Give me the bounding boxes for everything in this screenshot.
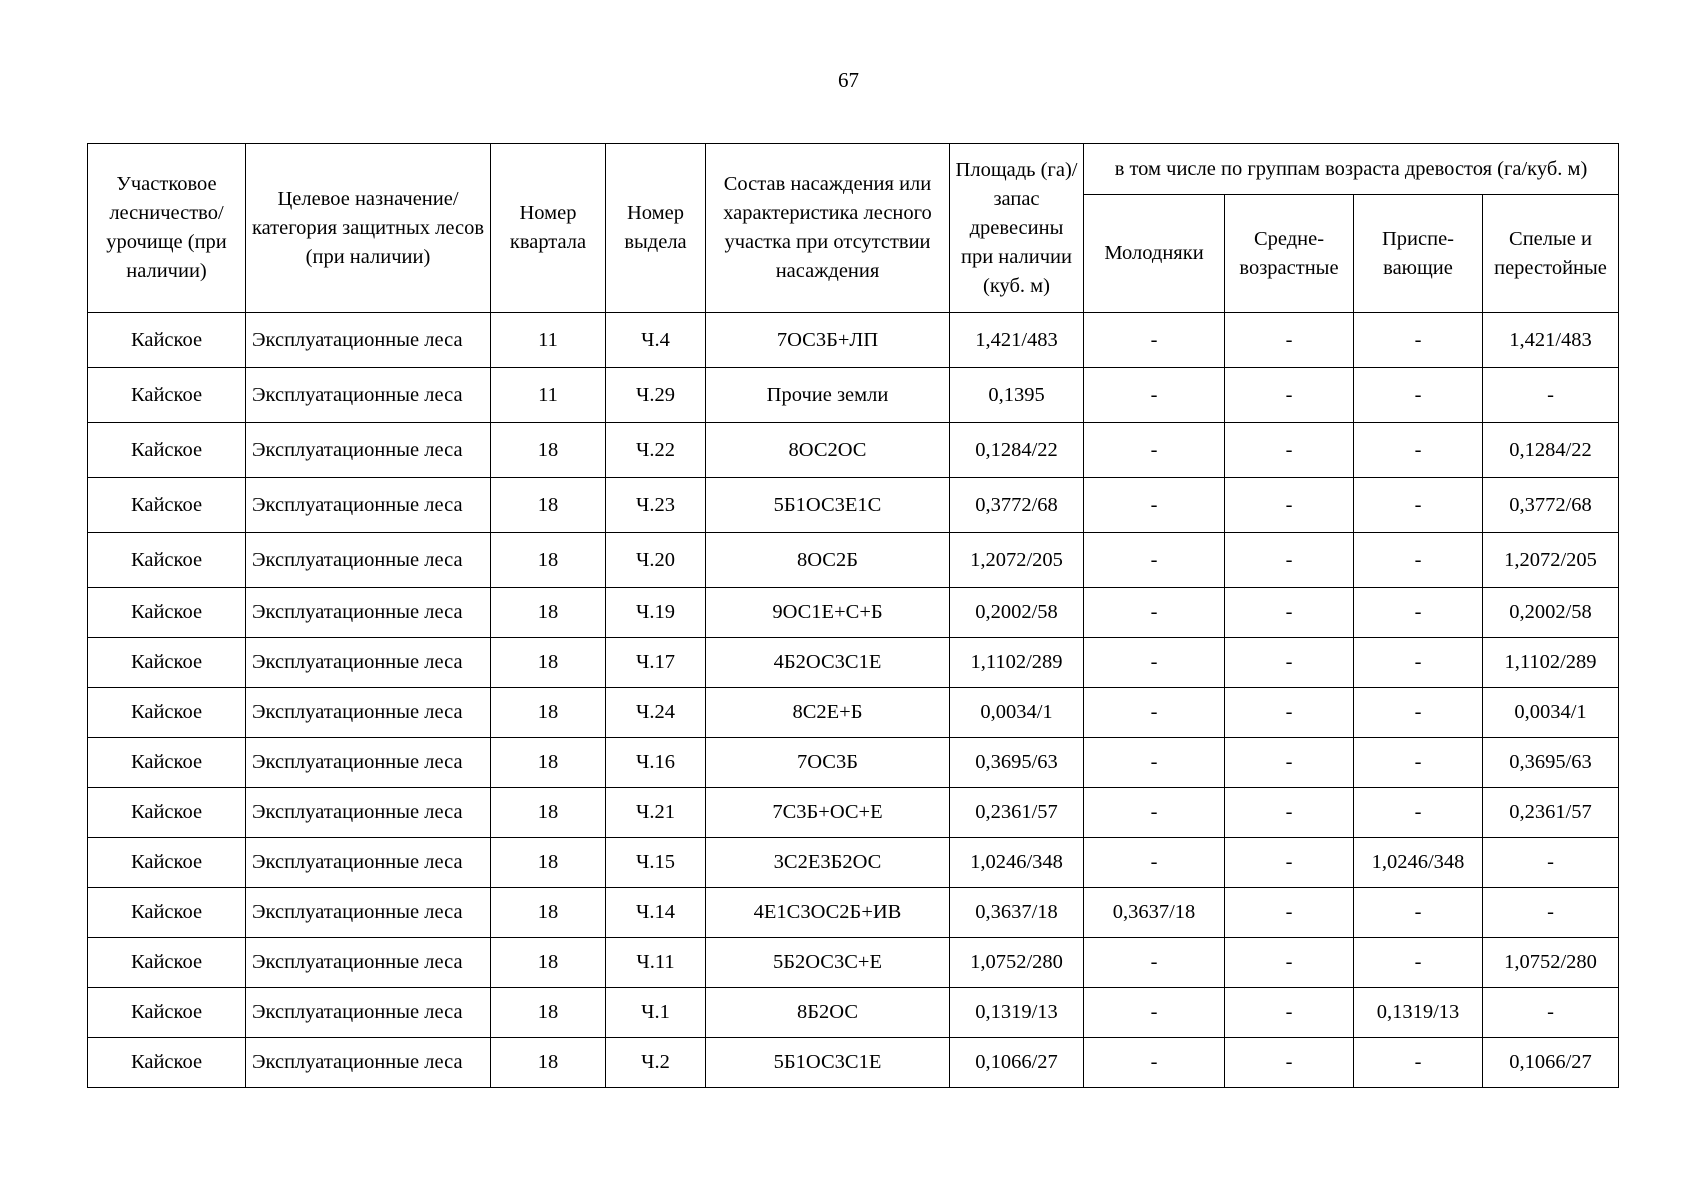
- cell-quarter: 18: [491, 788, 606, 838]
- cell-allotment: Ч.22: [606, 423, 706, 478]
- table-row: [88, 838, 1619, 888]
- cell-quarter: 18: [491, 1038, 606, 1088]
- cell-purpose: Эксплуатационные леса: [246, 588, 491, 638]
- cell-purpose: Эксплуатационные леса: [246, 738, 491, 788]
- cell-middle-aged: -: [1225, 688, 1354, 738]
- cell-ripening: 1,0246/348: [1354, 838, 1483, 888]
- cell-allotment: Ч.21: [606, 788, 706, 838]
- cell-ripening: -: [1354, 788, 1483, 838]
- cell-quarter: 18: [491, 423, 606, 478]
- cell-composition: 7С3Б+ОС+Е: [706, 788, 950, 838]
- cell-area: 1,0246/348: [950, 838, 1084, 888]
- cell-area: 1,2072/205: [950, 533, 1084, 588]
- header-forestry: Участковое лесничество/ урочище (при наличии): [88, 144, 246, 313]
- cell-mature: 0,2361/57: [1483, 788, 1619, 838]
- cell-mature: -: [1483, 988, 1619, 1038]
- cell-purpose: Эксплуатационные леса: [246, 688, 491, 738]
- cell-area: 1,0752/280: [950, 938, 1084, 988]
- cell-area: 0,0034/1: [950, 688, 1084, 738]
- table-row: [88, 313, 1619, 368]
- cell-forestry: Кайское: [88, 588, 246, 638]
- cell-purpose: Эксплуатационные леса: [246, 888, 491, 938]
- cell-young: -: [1084, 988, 1225, 1038]
- cell-mature: 1,2072/205: [1483, 533, 1619, 588]
- cell-forestry: Кайское: [88, 938, 246, 988]
- cell-forestry: Кайское: [88, 788, 246, 838]
- cell-ripening: -: [1354, 533, 1483, 588]
- cell-young: -: [1084, 688, 1225, 738]
- cell-allotment: Ч.23: [606, 478, 706, 533]
- cell-young: -: [1084, 638, 1225, 688]
- cell-composition: 5Б2ОС3С+Е: [706, 938, 950, 988]
- table-row: [88, 938, 1619, 988]
- cell-forestry: Кайское: [88, 838, 246, 888]
- cell-purpose: Эксплуатационные леса: [246, 838, 491, 888]
- cell-ripening: -: [1354, 478, 1483, 533]
- table-row: [88, 423, 1619, 478]
- cell-young: -: [1084, 1038, 1225, 1088]
- cell-forestry: Кайское: [88, 638, 246, 688]
- cell-middle-aged: -: [1225, 788, 1354, 838]
- cell-composition: 7ОС3Б: [706, 738, 950, 788]
- cell-forestry: Кайское: [88, 888, 246, 938]
- cell-middle-aged: -: [1225, 838, 1354, 888]
- table-row: [88, 738, 1619, 788]
- cell-composition: 3С2Е3Б2ОС: [706, 838, 950, 888]
- cell-purpose: Эксплуатационные леса: [246, 938, 491, 988]
- cell-allotment: Ч.15: [606, 838, 706, 888]
- forest-allotment-table: [87, 143, 1619, 1088]
- cell-middle-aged: -: [1225, 588, 1354, 638]
- cell-purpose: Эксплуатационные леса: [246, 368, 491, 423]
- table-row: [88, 988, 1619, 1038]
- table-row: [88, 788, 1619, 838]
- table-row: [88, 688, 1619, 738]
- cell-ripening: -: [1354, 738, 1483, 788]
- cell-young: -: [1084, 423, 1225, 478]
- cell-quarter: 18: [491, 478, 606, 533]
- cell-forestry: Кайское: [88, 478, 246, 533]
- cell-forestry: Кайское: [88, 738, 246, 788]
- header-quarter: Номер квартала: [491, 144, 606, 313]
- cell-composition: 4Е1С3ОС2Б+ИВ: [706, 888, 950, 938]
- cell-mature: -: [1483, 888, 1619, 938]
- cell-ripening: -: [1354, 888, 1483, 938]
- cell-middle-aged: -: [1225, 988, 1354, 1038]
- cell-composition: 7ОС3Б+ЛП: [706, 313, 950, 368]
- cell-area: 0,1066/27: [950, 1038, 1084, 1088]
- cell-allotment: Ч.14: [606, 888, 706, 938]
- cell-allotment: Ч.24: [606, 688, 706, 738]
- cell-mature: 0,3772/68: [1483, 478, 1619, 533]
- cell-allotment: Ч.1: [606, 988, 706, 1038]
- cell-purpose: Эксплуатационные леса: [246, 638, 491, 688]
- cell-quarter: 18: [491, 838, 606, 888]
- cell-area: 0,1395: [950, 368, 1084, 423]
- table-row: [88, 638, 1619, 688]
- cell-middle-aged: -: [1225, 738, 1354, 788]
- cell-quarter: 18: [491, 688, 606, 738]
- cell-composition: 5Б1ОС3Е1С: [706, 478, 950, 533]
- cell-area: 0,3772/68: [950, 478, 1084, 533]
- cell-composition: 8Б2ОС: [706, 988, 950, 1038]
- cell-ripening: -: [1354, 423, 1483, 478]
- cell-middle-aged: -: [1225, 313, 1354, 368]
- cell-ripening: 0,1319/13: [1354, 988, 1483, 1038]
- cell-mature: 0,0034/1: [1483, 688, 1619, 738]
- cell-allotment: Ч.20: [606, 533, 706, 588]
- cell-area: 0,1284/22: [950, 423, 1084, 478]
- cell-area: 1,421/483: [950, 313, 1084, 368]
- table-row: [88, 368, 1619, 423]
- cell-area: 1,1102/289: [950, 638, 1084, 688]
- header-allotment: Номер выдела: [606, 144, 706, 313]
- cell-composition: Прочие земли: [706, 368, 950, 423]
- cell-young: -: [1084, 938, 1225, 988]
- cell-ripening: -: [1354, 638, 1483, 688]
- cell-quarter: 11: [491, 368, 606, 423]
- cell-quarter: 18: [491, 533, 606, 588]
- cell-allotment: Ч.19: [606, 588, 706, 638]
- cell-quarter: 18: [491, 988, 606, 1038]
- cell-mature: -: [1483, 368, 1619, 423]
- cell-composition: 8ОС2ОС: [706, 423, 950, 478]
- header-mature: Спелые и перестойные: [1483, 195, 1619, 313]
- cell-mature: 1,1102/289: [1483, 638, 1619, 688]
- cell-forestry: Кайское: [88, 988, 246, 1038]
- cell-forestry: Кайское: [88, 368, 246, 423]
- cell-young: -: [1084, 838, 1225, 888]
- cell-mature: -: [1483, 838, 1619, 888]
- cell-allotment: Ч.11: [606, 938, 706, 988]
- cell-quarter: 18: [491, 588, 606, 638]
- cell-allotment: Ч.2: [606, 1038, 706, 1088]
- cell-forestry: Кайское: [88, 423, 246, 478]
- cell-mature: 0,1066/27: [1483, 1038, 1619, 1088]
- cell-composition: 8С2Е+Б: [706, 688, 950, 738]
- header-area: Площадь (га)/ запас древесины при наличии (куб. м): [950, 144, 1084, 313]
- cell-young: -: [1084, 368, 1225, 423]
- cell-purpose: Эксплуатационные леса: [246, 313, 491, 368]
- cell-composition: 8ОС2Б: [706, 533, 950, 588]
- cell-middle-aged: -: [1225, 938, 1354, 988]
- page-number: 67: [838, 68, 859, 92]
- cell-forestry: Кайское: [88, 313, 246, 368]
- header-composition: Состав насаждения или характеристика лесного участка при отсутствии насаждения: [706, 144, 950, 313]
- cell-ripening: -: [1354, 938, 1483, 988]
- cell-middle-aged: -: [1225, 478, 1354, 533]
- cell-allotment: Ч.4: [606, 313, 706, 368]
- cell-quarter: 18: [491, 938, 606, 988]
- header-purpose: Целевое назначение/ категория защитных лесов (при наличии): [246, 144, 491, 313]
- cell-quarter: 18: [491, 888, 606, 938]
- cell-middle-aged: -: [1225, 1038, 1354, 1088]
- cell-mature: 1,0752/280: [1483, 938, 1619, 988]
- cell-ripening: -: [1354, 1038, 1483, 1088]
- cell-young: -: [1084, 588, 1225, 638]
- cell-quarter: 11: [491, 313, 606, 368]
- table-row: [88, 533, 1619, 588]
- header-middle-aged: Средне-возрастные: [1225, 195, 1354, 313]
- cell-ripening: -: [1354, 688, 1483, 738]
- table-row: [88, 1038, 1619, 1088]
- cell-allotment: Ч.29: [606, 368, 706, 423]
- cell-young: -: [1084, 788, 1225, 838]
- cell-quarter: 18: [491, 738, 606, 788]
- cell-mature: 1,421/483: [1483, 313, 1619, 368]
- cell-ripening: -: [1354, 313, 1483, 368]
- cell-purpose: Эксплуатационные леса: [246, 478, 491, 533]
- cell-area: 0,3695/63: [950, 738, 1084, 788]
- cell-mature: 0,1284/22: [1483, 423, 1619, 478]
- table-body: [88, 313, 1619, 1088]
- cell-middle-aged: -: [1225, 423, 1354, 478]
- header-ripening: Приспе-вающие: [1354, 195, 1483, 313]
- cell-composition: 9ОС1Е+С+Б: [706, 588, 950, 638]
- cell-quarter: 18: [491, 638, 606, 688]
- cell-young: -: [1084, 533, 1225, 588]
- cell-ripening: -: [1354, 368, 1483, 423]
- cell-purpose: Эксплуатационные леса: [246, 788, 491, 838]
- cell-ripening: -: [1354, 588, 1483, 638]
- header-young: Молодняки: [1084, 195, 1225, 313]
- cell-area: 0,3637/18: [950, 888, 1084, 938]
- cell-mature: 0,2002/58: [1483, 588, 1619, 638]
- cell-purpose: Эксплуатационные леса: [246, 1038, 491, 1088]
- cell-forestry: Кайское: [88, 533, 246, 588]
- cell-middle-aged: -: [1225, 638, 1354, 688]
- table-header: [88, 144, 1619, 313]
- cell-middle-aged: -: [1225, 368, 1354, 423]
- cell-purpose: Эксплуатационные леса: [246, 423, 491, 478]
- cell-allotment: Ч.16: [606, 738, 706, 788]
- table-row: [88, 888, 1619, 938]
- table-row: [88, 588, 1619, 638]
- cell-forestry: Кайское: [88, 1038, 246, 1088]
- cell-composition: 5Б1ОС3С1Е: [706, 1038, 950, 1088]
- cell-area: 0,2361/57: [950, 788, 1084, 838]
- cell-allotment: Ч.17: [606, 638, 706, 688]
- cell-area: 0,1319/13: [950, 988, 1084, 1038]
- cell-composition: 4Б2ОС3С1Е: [706, 638, 950, 688]
- cell-forestry: Кайское: [88, 688, 246, 738]
- cell-middle-aged: -: [1225, 533, 1354, 588]
- cell-middle-aged: -: [1225, 888, 1354, 938]
- cell-area: 0,2002/58: [950, 588, 1084, 638]
- cell-purpose: Эксплуатационные леса: [246, 988, 491, 1038]
- cell-young: -: [1084, 478, 1225, 533]
- header-age-group: в том числе по группам возраста древостоя (га/куб. м): [1084, 144, 1619, 195]
- cell-young: -: [1084, 313, 1225, 368]
- cell-young: 0,3637/18: [1084, 888, 1225, 938]
- cell-mature: 0,3695/63: [1483, 738, 1619, 788]
- cell-purpose: Эксплуатационные леса: [246, 533, 491, 588]
- table-row: [88, 478, 1619, 533]
- cell-young: -: [1084, 738, 1225, 788]
